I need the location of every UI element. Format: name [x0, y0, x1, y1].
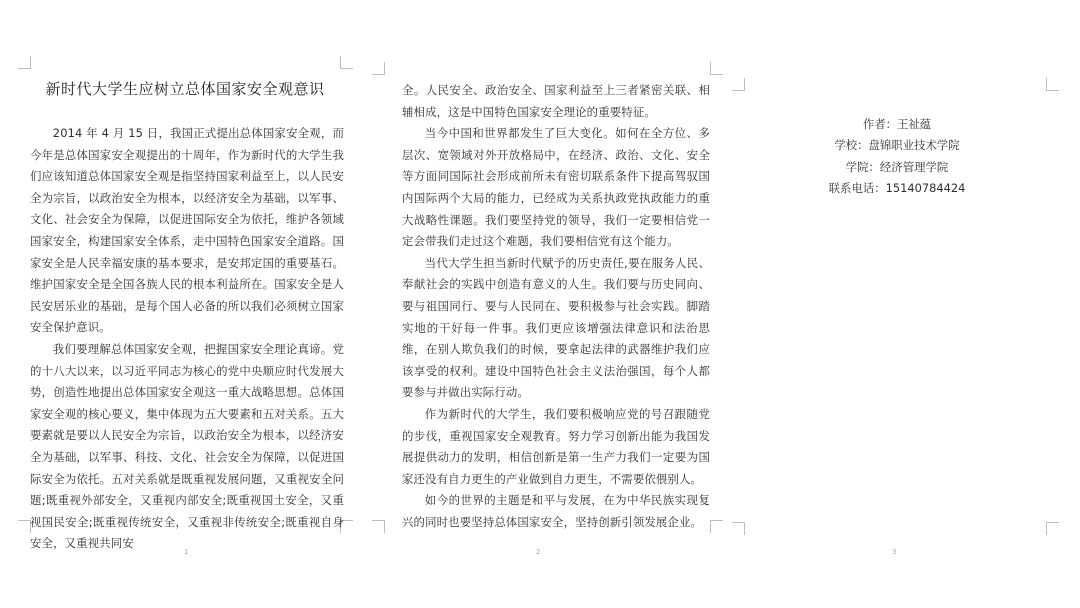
paragraph: 作为新时代的大学生，我们要积极响应党的号召跟随党的步伐，重视国家安全观教育。努力学习创新出能为我国发展提供动力的发明，相信创新是第一生产力我们一定要为国家还没有自力更生的产业做到自力更生，不需要依偎别人。	[402, 406, 710, 486]
document-page-2	[370, 0, 730, 608]
page-number: 2	[536, 548, 541, 556]
author-info	[812, 114, 982, 199]
margin-mark-top-right	[710, 62, 723, 75]
document-page-1	[0, 0, 370, 608]
document-title: 新时代大学生应树立总体国家安全观意识	[45, 80, 325, 98]
margin-mark-top-left	[18, 56, 31, 69]
page-1-body	[30, 123, 344, 555]
paragraph: 2014 年 4 月 15 日，我国正式提出总体国家安全观，而今年是总体国家安全观提出的十周年，作为新时代的大学生我们应该知道总体国家安全观是指坚持国家利益至上，以人民安全为宗旨，以政治安全为根本，以经济安全为基础，以军事、文化、社会安全为保障，以促进国际安全为依托，维护各领域国家安全，构建国家安全体系，走中国特色国家安全道路。国家安全是人民幸福安康的基本要求，是安邦定国的重要基石。维护国家安全是全国各族人民的根本利益所在。国家安全是人民安居乐业的基础，是每个国人必备的所以我们必须树立国家安全保护意识。	[30, 126, 344, 335]
margin-mark-bottom-right	[1046, 522, 1059, 535]
author-college: 学院：经济管理学院	[845, 159, 949, 174]
paragraph: 当今中国和世界都发生了巨大变化。如何在全方位、多层次、宽领域对外开放格局中，在经济、政治、文化、安全等方面同国际社会形成前所未有密切联系条件下提高驾驭国内国际两个大局的能力，已经成为关系执政党执政能力的重大战略性课题。我们要坚持党的领导，我们一定要相信党一定会带我们走过这个难题，我们要相信党有这个能力。	[402, 126, 710, 249]
author-name: 作者：王祉蕴	[862, 117, 932, 131]
margin-mark-top-left	[372, 62, 385, 75]
paragraph: 全。人民安全、政治安全、国家利益至上三者紧密关联、相辅相成，这是中国特色国家安全理论的重要特征。	[402, 83, 710, 119]
paragraph: 如今的世界的主题是和平与发展，在为中华民族实现复兴的同时也要坚持总体国家安全，坚持创新引领发展企业。	[402, 493, 710, 529]
document-page-3	[730, 0, 1080, 608]
author-phone: 联系电话：15140784424	[828, 180, 966, 195]
margin-mark-top-right	[1046, 78, 1059, 91]
margin-mark-bottom-left	[732, 522, 745, 535]
author-school: 学校：盘锦职业技术学院	[834, 138, 960, 153]
paragraph: 当代大学生担当新时代赋予的历史责任,要在服务人民、奉献社会的实践中创造有意义的人生。我们要与历史同向、要与祖国同行、要与人民同在、要积极参与社会实践。脚踏实地的干好每一件事。我们更应该增强法律意识和法治思维，在别人欺负我们的时候，要拿起法律的武器维护我们应该享受的权利。建设中国特色社会主义法治强国，每个人都要参与并做出实际行动。	[402, 255, 710, 400]
page-number: 1	[184, 548, 189, 556]
margin-mark-top-right	[340, 56, 353, 69]
margin-mark-bottom-left	[372, 520, 385, 533]
margin-mark-top-left	[732, 78, 745, 91]
margin-mark-bottom-right	[710, 520, 723, 533]
page-number: 3	[892, 548, 897, 556]
page-2-body	[402, 80, 710, 533]
paragraph: 我们要理解总体国家安全观，把握国家安全理论真谛。党的十八大以来，以习近平同志为核心的党中央顺应时代发展大势，创造性地提出总体国家安全观这一重大战略思想。总体国家安全观的核心要义，集中体现为五大要素和五对关系。五大要素就是要以人民安全为宗旨，以政治安全为根本，以经济安全为基础，以军事、科技、文化、社会安全为保障，以促进国际安全为依托。五对关系就是既重视发展问题，又重视安全问题;既重视外部安全，又重视内部安全;既重视国土安全，又重视国民安全;既重视传统安全，又重视非传统安全;既重视自身安全，又重视共同安	[30, 341, 344, 551]
